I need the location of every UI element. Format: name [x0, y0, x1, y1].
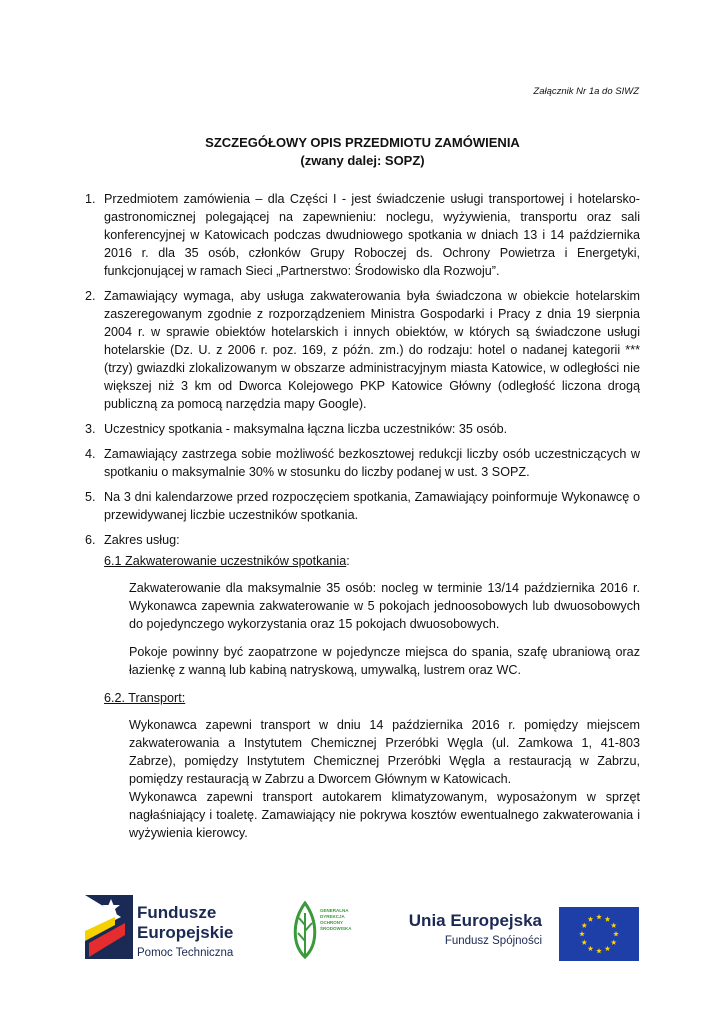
list-item	[85, 488, 640, 524]
list-item-number: 2.	[85, 289, 96, 303]
subsection-body	[129, 579, 640, 679]
subsection-title	[104, 552, 640, 570]
footer-logos	[0, 893, 725, 973]
list-item-text: Zakres usług:	[104, 533, 180, 547]
document-title	[0, 134, 725, 170]
subsection-transport	[104, 689, 640, 842]
title-line-1: SZCZEGÓŁOWY OPIS PRZEDMIOTU ZAMÓWIENIA	[205, 135, 520, 150]
list-item-number: 3.	[85, 422, 96, 436]
gdos-line: OCHRONY	[320, 920, 344, 925]
annex-label: Załącznik Nr 1a do SIWZ	[533, 86, 639, 97]
list-item-text: Zamawiający wymaga, aby usługa zakwaterowania była świadczona w obiekcie hotelarskim zaszeregowanym zgodnie z rozporządzeniem Ministra Gospodarki i Pracy z dnia 19 sierpnia 2004 r. w sprawie obiektów hotelarskich i innych obiektów, w których są świadczone usługi hotelarskie (Dz. U. z 2006 r. poz. 169, z późn. zm.) do rodzaju: hotel o nadanej kategorii *** (trzy) gwiazdki zlokalizowanym w obszarze administracyjnym miasta Katowice, w odległości nie większej niż 3 km od Dworca Kolejowego PKP Katowice Główny (odległość liczona drogą publiczną za pomocą narzędzia mapy Google).	[104, 289, 640, 411]
ue-line-2: Fundusz Spójności	[444, 935, 542, 947]
eu-flag-icon	[559, 907, 639, 961]
fe-line-3: Pomoc Techniczna	[137, 947, 234, 959]
list-item-text: Przedmiotem zamówienia – dla Części I - jest świadczenie usługi transportowej i hotelarsko-gastronomicznej polegającej na zapewnieniu: noclegu, wyżywienia, transportu oraz sali konferencyjnej w Katowicach podczas dwudniowego spotkania w dniach 13 i 14 października 2016 r. dla 35 osób, członków Grupy Roboczej ds. Ochrony Powietrza i Energetyki, funkcjonującej w ramach Sieci „Partnerstwo: Środowisko dla Rozwoju”.	[104, 192, 640, 278]
fe-line-2: Europejskie	[137, 923, 234, 942]
ue-line-1: Unia Europejska	[408, 911, 542, 930]
paragraph: Wykonawca zapewni transport w dniu 14 października 2016 r. pomiędzy miejscem zakwaterowania a Instytutem Chemicznej Przeróbki Węgla (ul. Zamkowa 1, 41-803 Zabrze), pomiędzy Instytutem Chemicznej Przeróbki Węgla a restauracją w Zabrzu, pomiędzy restauracją w Zabrzu a Dworcem Głównym w Katowicach.	[129, 718, 640, 786]
document-body	[85, 190, 640, 849]
list-item-text: Uczestnicy spotkania - maksymalna łączna liczba uczestników: 35 osób.	[104, 422, 508, 436]
unia-europejska-text	[402, 911, 542, 947]
gdos-leaf-icon	[290, 901, 320, 959]
paragraph: Pokoje powinny być zaopatrzone w pojedyncze miejsca do spania, szafę ubraniową oraz łazienkę z wanną lub kabiną natryskową, umywalką, lustrem oraz WC.	[129, 645, 640, 677]
list-item-number: 5.	[85, 490, 96, 504]
fe-line-1: Fundusze	[137, 903, 217, 922]
list-item-number: 1.	[85, 192, 96, 206]
paragraph: Zakwaterowanie dla maksymalnie 35 osób: nocleg w terminie 13/14 października 2016 r. Wykonawca zapewnia zakwaterowanie w 5 pokojach jednoosobowych lub dwuosobowych do pojedynczego wykorzystania oraz 15 pokojach dwuosobowych.	[129, 581, 640, 631]
list-item	[85, 531, 640, 842]
paragraph: Wykonawca zapewni transport autokarem klimatyzowanym, wyposażonym w sprzęt nagłaśniający i toaletę. Zamawiający nie pokrywa kosztów ewentualnego zakwaterowania i wyżywienia kierowcy.	[129, 790, 640, 840]
list-item-text: Na 3 dni kalendarzowe przed rozpoczęciem spotkania, Zamawiający poinformuje Wykonawcę o przewidywanej liczbie uczestników spotkania.	[104, 490, 640, 522]
subsection-title: 6.2. Transport:	[104, 691, 186, 705]
subsection-body	[129, 716, 640, 842]
list-item	[85, 445, 640, 481]
list-item-number: 6.	[85, 533, 96, 547]
list-item-number: 4.	[85, 447, 96, 461]
list-item	[85, 190, 640, 280]
fundusze-europejskie-text	[137, 903, 233, 959]
subsection-accommodation	[104, 552, 640, 679]
gdos-text	[320, 908, 360, 932]
title-line-2: (zwany dalej: SOPZ)	[300, 153, 425, 168]
fundusze-europejskie-logo-icon	[85, 895, 133, 959]
subsection-title-colon: :	[346, 554, 350, 568]
list-item	[85, 287, 640, 413]
subsection-title-text: 6.1 Zakwaterowanie uczestników spotkania	[104, 554, 347, 568]
gdos-line: GENERALNA	[320, 908, 349, 913]
list-item-text: Zamawiający zastrzega sobie możliwość bezkosztowej redukcji liczby osób uczestniczących w spotkaniu o maksymalnie 30% w stosunku do liczby podanej w ust. 3 SOPZ.	[104, 447, 640, 479]
gdos-line: DYREKCJA	[320, 914, 345, 919]
list-item	[85, 420, 640, 438]
gdos-line: ŚRODOWISKA	[320, 926, 352, 931]
